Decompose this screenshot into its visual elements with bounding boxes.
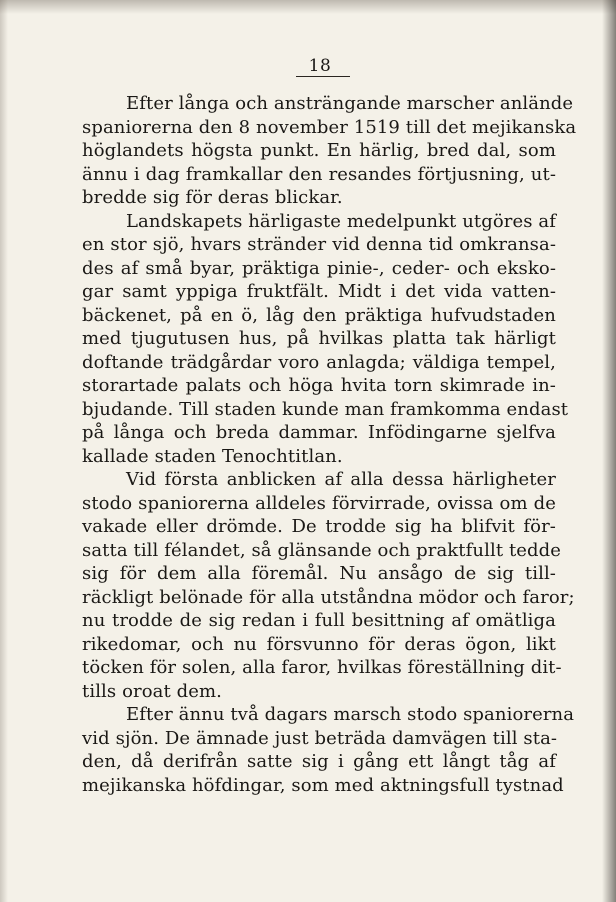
text-line: ännu i dag framkallar den resandes förtjusning, ut- <box>82 163 556 185</box>
text-line: töcken för solen, alla faror, hvilkas föreställning dit- <box>82 657 562 678</box>
text-line: vid sjön. De ämnade just beträda damvägen till sta- <box>82 727 558 749</box>
text-line: storartade palats och höga hvita torn skimrade in- <box>82 375 556 396</box>
text-line: en stor sjö, hvars stränder vid denna tid omkransa- <box>82 234 556 255</box>
text-line: des af små byar, präktiga pinie-, ceder- och eksko- <box>82 257 556 279</box>
page-right-shadow <box>602 0 616 902</box>
text-line: bjudande. Till staden kunde man framkomma endast <box>82 398 569 420</box>
text-line: doftande trädgårdar voro anlagda; väldiga tempel, <box>82 351 556 373</box>
text-line: tills oroat dem. <box>82 680 222 702</box>
text-line: vakade eller drömde. De trodde sig ha blifvit för- <box>82 516 556 537</box>
text-line: mejikanska höfdingar, som med aktningsfull tystnad <box>82 774 564 796</box>
text-line: stodo spaniorerna alldeles förvirrade, ovissa om de <box>82 492 556 514</box>
text-line: rikedomar, och nu försvunno för deras ögon, likt <box>82 633 556 655</box>
text-line: sig för dem alla föremål. Nu ansågo de sig till- <box>82 563 556 584</box>
text-line: Landskapets härligaste medelpunkt utgöres af <box>126 210 557 232</box>
text-line: kallade staden Tenochtitlan. <box>82 445 343 467</box>
text-line: bäckenet, på en ö, låg den präktiga hufvudstaden <box>82 304 556 326</box>
text-line: Efter ännu två dagars marsch stodo spaniorerna <box>126 704 575 725</box>
text-line: på långa och breda dammar. Infödingarne sjelfva <box>82 422 556 443</box>
text-line: höglandets högsta punkt. En härlig, bred dal, som <box>82 140 556 161</box>
page-number: 18 <box>308 56 332 76</box>
text-line: räckligt belönade för alla utståndna mödor och faror; <box>82 586 575 608</box>
page-number-rule <box>296 76 350 77</box>
text-line: med tjugutusen hus, på hvilkas platta tak härligt <box>82 328 556 349</box>
page-left-shadow <box>0 0 8 902</box>
text-line: Vid första anblicken af alla dessa härligheter <box>126 469 556 490</box>
text-line: nu trodde de sig redan i full besittning af omätliga <box>82 610 556 631</box>
body-text <box>82 92 577 797</box>
text-line: den, då derifrån satte sig i gång ett långt tåg af <box>82 751 556 772</box>
text-line: gar samt yppiga fruktfält. Midt i det vida vatten- <box>82 281 556 302</box>
text-line: spaniorerna den 8 november 1519 till det mejikanska <box>82 116 577 138</box>
page-top-shadow <box>0 0 616 14</box>
text-line: Efter långa och ansträngande marscher anlände <box>126 93 574 114</box>
text-line: satta till félandet, så glänsande och praktfullt tedde <box>82 539 562 561</box>
text-line: bredde sig för deras blickar. <box>82 187 343 208</box>
